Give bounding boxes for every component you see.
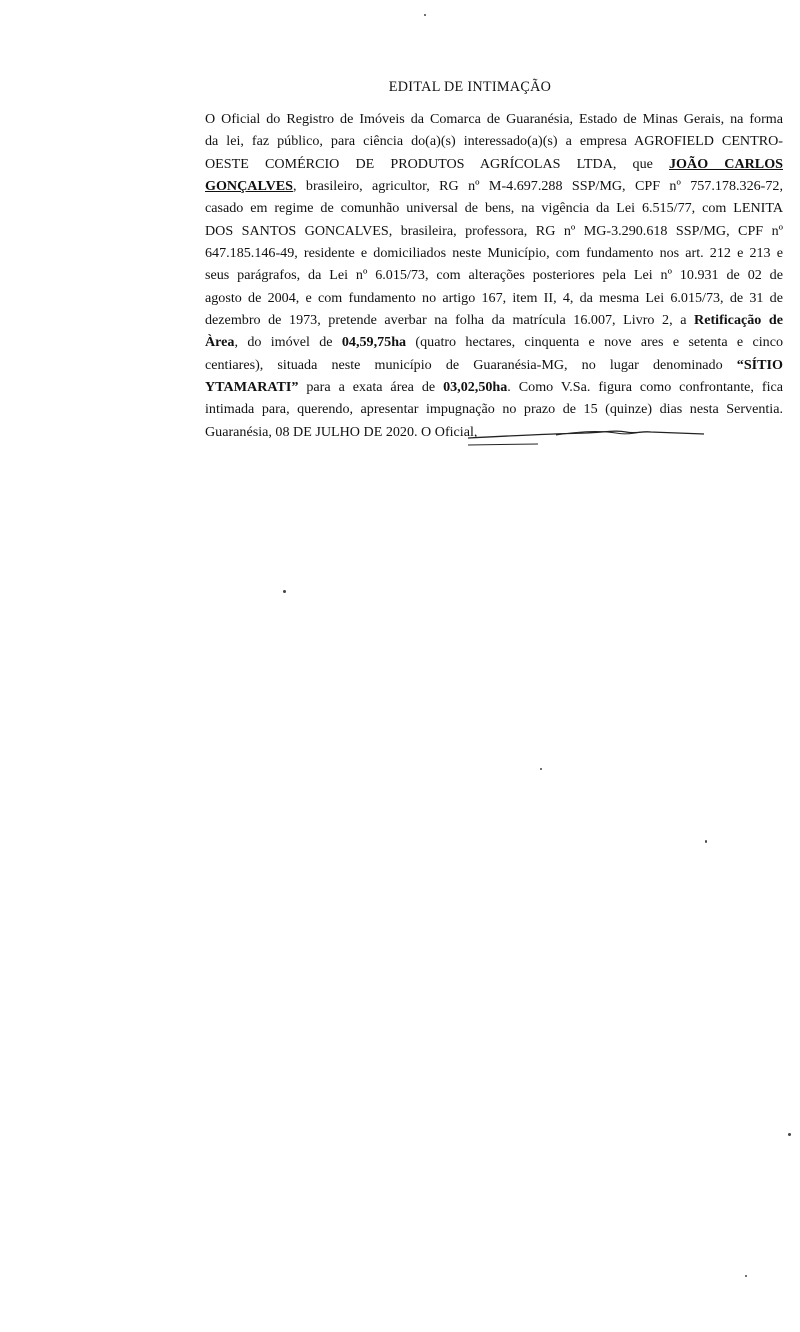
text-segment: O Oficial do Registro de Imóveis da Comarca de Guaranésia, Estado de Minas Gerais, na forma bbox=[205, 111, 783, 127]
text-segment: Àrea bbox=[205, 334, 235, 351]
text-segment: 647.185.146-49, residente e domiciliados neste Município, com fundamento nos art. 212 e 213 e bbox=[205, 245, 783, 262]
text-segment: . Como V.Sa. figura como confrontante, fica bbox=[507, 379, 783, 396]
body-line bbox=[205, 220, 783, 242]
text-segment: 04,59,75ha bbox=[341, 334, 407, 351]
text-segment: (quatro hectares, cinquenta e nove ares e setenta e cinco bbox=[406, 334, 783, 351]
document-body bbox=[205, 108, 783, 443]
text-segment: “SÍTIO bbox=[736, 356, 783, 373]
text-segment: para a exata área de bbox=[298, 379, 444, 396]
signature-mark bbox=[466, 424, 706, 450]
text-segment: 03,02,50ha bbox=[443, 379, 508, 396]
body-line bbox=[205, 354, 783, 376]
text-segment: dezembro de 1973, pretende averbar na folha da matrícula 16.007, Livro 2, a bbox=[205, 312, 695, 329]
body-line bbox=[205, 130, 783, 152]
text-segment: casado em regime de comunhão universal de bens, na vigência da Lei 6.515/77, com LENITA bbox=[205, 200, 783, 217]
text-segment: YTAMARATI” bbox=[205, 379, 299, 396]
body-line bbox=[205, 175, 783, 197]
text-segment: seus parágrafos, da Lei nº 6.015/73, com alterações posteriores pela Lei nº 10.931 de 02 de bbox=[205, 267, 783, 284]
text-segment: centiares), situada neste município de Guaranésia-MG, no lugar denominado bbox=[205, 356, 737, 373]
body-line bbox=[205, 153, 783, 175]
text-segment: OESTE COMÉRCIO DE PRODUTOS AGRÍCOLAS LTDA, que bbox=[205, 155, 669, 172]
document-title: EDITAL DE INTIMAÇÃO bbox=[388, 79, 552, 95]
body-line bbox=[205, 197, 783, 219]
text-segment: agosto de 2004, e com fundamento no artigo 167, item II, 4, da mesma Lei 6.015/73, de 31 de bbox=[205, 289, 783, 306]
text-segment: , do imóvel de bbox=[234, 334, 342, 351]
text-segment: Guaranésia, 08 DE JULHO DE 2020. O Oficial, bbox=[205, 423, 478, 440]
body-line bbox=[205, 331, 783, 353]
body-line bbox=[205, 309, 783, 331]
text-segment: intimada para, querendo, apresentar impugnação no prazo de 15 (quinze) dias nesta Serventia. bbox=[205, 401, 783, 418]
body-line bbox=[205, 376, 783, 398]
body-line bbox=[205, 108, 783, 130]
text-segment: JOÃO CARLOS bbox=[669, 155, 783, 172]
body-line bbox=[205, 242, 783, 264]
body-line bbox=[205, 287, 783, 309]
body-line bbox=[205, 398, 783, 420]
text-segment: DOS SANTOS GONCALVES, brasileira, professora, RG nº MG-3.290.618 SSP/MG, CPF nº bbox=[205, 222, 783, 239]
text-segment: Retificação de bbox=[694, 312, 784, 329]
text-segment: GONÇALVES bbox=[205, 178, 293, 195]
body-line bbox=[205, 264, 783, 286]
text-segment: , brasileiro, agricultor, RG nº M-4.697.288 SSP/MG, CPF nº 757.178.326-72, bbox=[292, 178, 783, 195]
text-segment: da lei, faz público, para ciência do(a)(s) interessado(a)(s) a empresa AGROFIELD CENTRO- bbox=[205, 133, 783, 150]
